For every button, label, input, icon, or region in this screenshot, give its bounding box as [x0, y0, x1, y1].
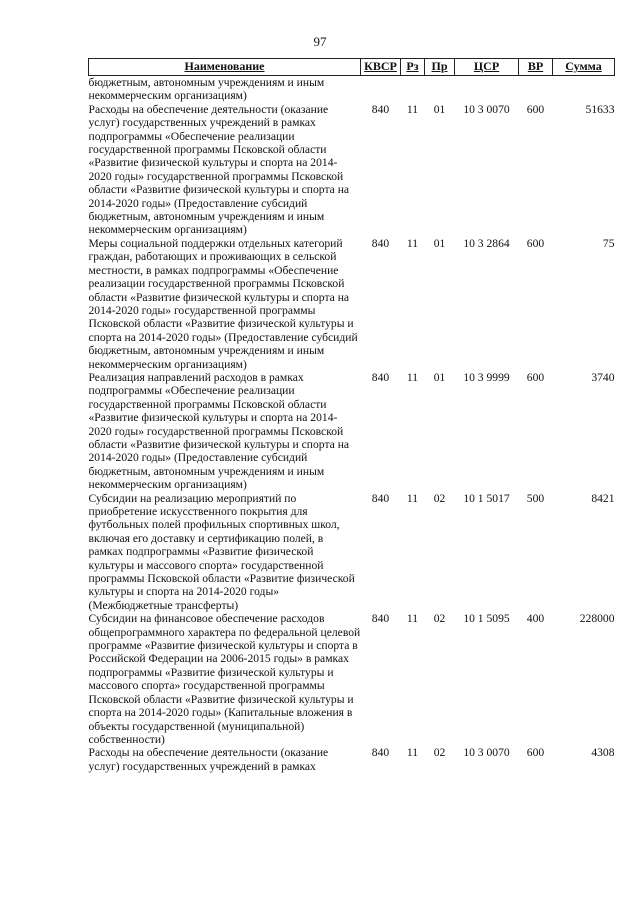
table-row — [89, 237, 615, 371]
row-vr: 600 — [526, 236, 545, 250]
row-kvsr: 840 — [371, 102, 390, 116]
row-kvsr — [361, 76, 401, 103]
row-csr: 10 1 5095 — [463, 612, 510, 626]
row-sum: 8421 — [591, 491, 615, 505]
table-header-row — [89, 59, 615, 76]
budget-table — [88, 58, 615, 773]
row-csr: 10 3 9999 — [463, 370, 510, 384]
row-rz: 11 — [406, 612, 419, 626]
row-pr: 01 — [433, 102, 446, 116]
row-vr: 400 — [526, 612, 545, 626]
row-csr: 10 1 5017 — [463, 491, 510, 505]
row-pr: 01 — [433, 236, 446, 250]
table-row — [89, 746, 615, 773]
row-name: Субсидии на финансовое обеспечение расходов общепрограммного характера по федеральной целевой программе «Развитие физической культуры и спорта в Российской Федерации на 2006-2015 годы» в рамках подпрограммы «Развитие физической культуры и массового спорта» государственной программы Псковской области «Развитие физической культуры и спорта на 2014-2020 годы» (Капитальные вложения в объекты государственной (муниципальной) собственности) — [88, 612, 361, 746]
row-name: Меры социальной поддержки отдельных категорий граждан, работающих и проживающих в сельской местности, в рамках подпрограммы «Обеспечение реализации государственной программы Псковской области «Развитие физической культуры и спорта на 2014-2020 годы» государственной программы Псковской области «Развитие физической культуры и спорта на 2014-2020 годы» (Предоставление субсидий бюджетным, автономным учреждениям и иным некоммерческим организациям) — [88, 236, 358, 371]
row-vr: 500 — [526, 491, 545, 505]
row-rz: 11 — [406, 370, 419, 384]
table-row — [89, 492, 615, 613]
row-kvsr: 840 — [371, 370, 390, 384]
row-kvsr: 840 — [371, 612, 390, 626]
row-pr: 02 — [433, 612, 446, 626]
row-pr — [425, 76, 455, 103]
row-vr: 600 — [526, 102, 545, 116]
row-pr: 02 — [433, 746, 446, 760]
table-row — [89, 76, 615, 103]
row-vr: 600 — [526, 746, 545, 760]
row-sum: 75 — [602, 236, 615, 250]
row-kvsr: 840 — [371, 236, 390, 250]
row-kvsr: 840 — [371, 746, 390, 760]
row-sum — [553, 76, 615, 103]
header-pr: Пр — [425, 59, 455, 76]
row-name: Расходы на обеспечение деятельности (оказание услуг) государственных учреждений в рамках — [88, 746, 329, 773]
row-csr — [455, 76, 519, 103]
header-rz: Рз — [401, 59, 425, 76]
row-rz: 11 — [406, 236, 419, 250]
row-kvsr: 840 — [371, 491, 390, 505]
header-csr: ЦСР — [455, 59, 519, 76]
table-row — [89, 371, 615, 492]
row-vr — [519, 76, 553, 103]
header-kvsr: КВСР — [361, 59, 401, 76]
row-name: Реализация направлений расходов в рамках подпрограммы «Обеспечение реализации государственной программы Псковской области «Развитие физической культуры и спорта на 2014-2020 годы» государственной программы Псковской области «Развитие физической культуры и спорта на 2014-2020 годы» (Предоставление субсидий бюджетным, автономным учреждениям и иным некоммерческим организациям) — [88, 370, 350, 492]
row-csr: 10 3 0070 — [463, 102, 510, 116]
header-vr: ВР — [519, 59, 553, 76]
row-rz: 11 — [406, 491, 419, 505]
row-name: Расходы на обеспечение деятельности (оказание услуг) государственных учреждений в рамках подпрограммы «Обеспечение реализации государственной программы Псковской области «Развитие физической культуры и спорта на 2014-2020 годы» государственной программы Псковской области «Развитие физической культуры и спорта на 2014-2020 годы» (Предоставление субсидий бюджетным, автономным учреждениям и иным некоммерческим организациям) — [88, 102, 350, 237]
row-name: бюджетным, автономным учреждениям и иным некоммерческим организациям) — [88, 76, 325, 103]
row-csr: 10 3 2864 — [463, 236, 510, 250]
header-name: Наименование — [89, 59, 361, 76]
row-pr: 01 — [433, 370, 446, 384]
row-rz: 11 — [406, 746, 419, 760]
row-rz — [401, 76, 425, 103]
row-sum: 228000 — [579, 612, 615, 626]
row-sum: 4308 — [591, 746, 615, 760]
row-rz: 11 — [406, 102, 419, 116]
header-sum: Сумма — [553, 59, 615, 76]
row-sum: 3740 — [591, 370, 615, 384]
table-row — [89, 103, 615, 237]
row-vr: 600 — [526, 370, 545, 384]
row-sum: 51633 — [585, 102, 615, 116]
row-pr: 02 — [433, 491, 446, 505]
row-name: Субсидии на реализацию мероприятий по приобретение искусственного покрытия для футбольных полей профильных спортивных школ, включая его доставку и сертификацию полей, в рамках подпрограммы «Развитие физической культуры и массового спорта» государственной программы Псковской области «Развитие физической культуры и спорта на 2014-2020 годы» (Межбюджетные трансферты) — [88, 491, 355, 612]
row-csr: 10 3 0070 — [463, 746, 510, 760]
table-row — [89, 612, 615, 746]
page-number: 97 — [313, 34, 327, 49]
